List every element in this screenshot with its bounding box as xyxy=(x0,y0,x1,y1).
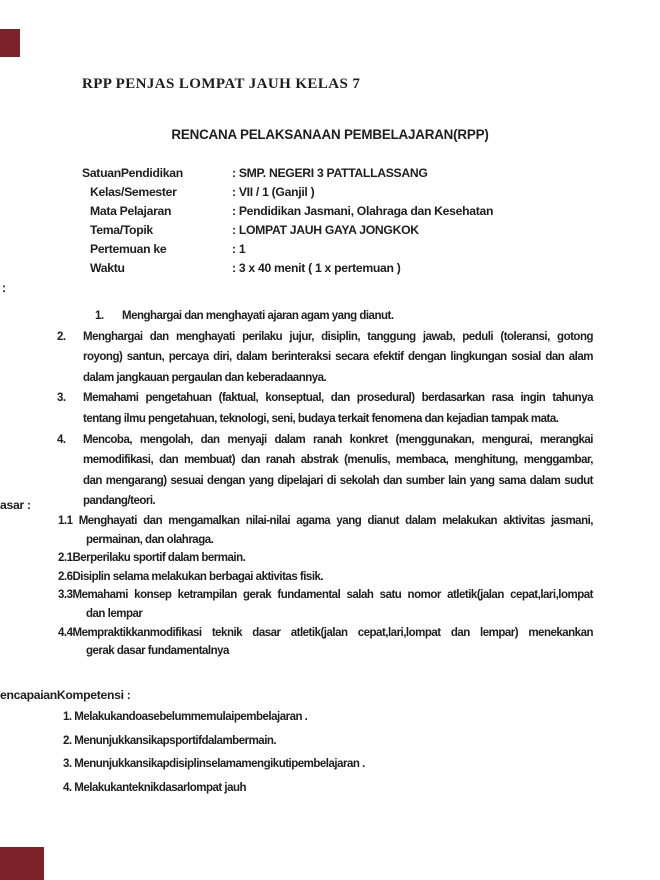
text-line: tentang ilmu pengetahuan, teknologi, seni, budaya terkait fenomena dan kejadian tampak mata. xyxy=(83,412,559,425)
list-item: 1. Melakukandoasebelummemulaipembelajaran . xyxy=(63,711,308,723)
metadata-block xyxy=(82,164,493,278)
text-line: 1.1 Menghayati dan mengamalkan nilai-nilai agama yang dianut dalam melakukan aktivitas jasmani, xyxy=(58,515,593,527)
item-text xyxy=(122,306,632,327)
list-item xyxy=(58,549,593,568)
text-line: memodifikasi, dan membuat) dan ranah abstrak (menulis, membaca, menghitung, menggambar, xyxy=(83,454,593,467)
list-item: 4. Melakukanteknikdasarlompat jauh xyxy=(63,781,247,794)
indikator-heading-fragment: encapaianKompetensi : xyxy=(0,688,131,702)
metadata-row xyxy=(82,183,493,202)
metadata-value: : Pendidikan Jasmani, Olahraga dan Kesehatan xyxy=(232,204,494,218)
text-line: royong) santun, percaya diri, dalam berinteraksi secara efektif dengan lingkungan sosial dan alam xyxy=(83,351,593,364)
kompetensi-inti-heading-fragment: : xyxy=(2,281,7,295)
list-item xyxy=(0,430,660,512)
list-item xyxy=(0,306,660,327)
text-line: 2.1Berperilaku sportif dalam bermain. xyxy=(58,552,246,565)
item-number: 4. xyxy=(57,433,66,446)
text-line: 3.3Memahami konsep ketrampilan gerak fundamental salah satu nomor atletik(jalan cepat,lari,lompat xyxy=(58,589,593,602)
item-text xyxy=(83,430,593,512)
text-line: 2.6Disiplin selama melakukan berbagai aktivitas fisik. xyxy=(58,570,324,583)
metadata-label: Waktu xyxy=(90,261,125,275)
text-line: pandang/teori. xyxy=(83,495,156,508)
list-item: 3. Menunjukkansikapdisiplinselamamengikutipembelajaran . xyxy=(63,758,365,770)
text-line: 4.4Mempraktikkanmodifikasi teknik dasar atletik(jalan cepat,lari,lompat dan lempar) menekankan xyxy=(58,626,593,639)
doc-label: RPP PENJAS LOMPAT JAUH KELAS 7 xyxy=(82,76,361,92)
metadata-label: Tema/Topik xyxy=(90,223,153,237)
list-item xyxy=(58,586,593,623)
item-number: 2. xyxy=(57,330,66,343)
text-line: Menghargai dan menghayati perilaku jujur, disiplin, tanggung jawab, peduli (toleransi, gotong xyxy=(83,330,593,343)
item-number: 1. xyxy=(95,310,104,322)
metadata-row xyxy=(82,240,493,259)
metadata-row xyxy=(82,202,493,221)
text-line: dalam jangkauan pergaulan dan keberadaannya. xyxy=(83,371,327,384)
metadata-row xyxy=(82,259,493,278)
metadata-value: : VII / 1 (Ganjil ) xyxy=(232,185,315,199)
text-line: dan lempar xyxy=(86,607,143,620)
page-title: RENCANA PELAKSANAAN PEMBELAJARAN(RPP) xyxy=(171,127,489,142)
list-item xyxy=(58,568,593,587)
list-item xyxy=(58,624,593,661)
metadata-value: : 1 xyxy=(232,242,246,256)
kompetensi-inti-list xyxy=(0,306,660,512)
item-number: 3. xyxy=(57,392,66,405)
list-item xyxy=(58,512,593,549)
metadata-label: Pertemuan ke xyxy=(90,242,167,256)
list-item: 2. Menunjukkansikapsportifdalambermain. xyxy=(63,734,277,747)
corner-mark-top xyxy=(0,29,20,57)
item-text xyxy=(83,388,593,429)
text-line: Menghargai dan menghayati ajaran agam yang dianut. xyxy=(122,310,394,322)
metadata-label: Mata Pelajaran xyxy=(90,204,172,218)
text-line: Mencoba, mengolah, dan menyaji dalam ranah konkret (menggunakan, mengurai, merangkai xyxy=(83,433,593,446)
metadata-row xyxy=(82,164,493,183)
text-line: permainan, dan olahraga. xyxy=(86,533,214,546)
corner-mark-bottom xyxy=(0,847,44,880)
list-item xyxy=(0,388,660,429)
metadata-label: SatuanPendidikan xyxy=(82,166,183,180)
metadata-value: : 3 x 40 menit ( 1 x pertemuan ) xyxy=(232,261,401,275)
kompetensi-dasar-heading-fragment: asar : xyxy=(0,498,31,512)
list-item xyxy=(0,327,660,389)
metadata-row xyxy=(82,221,493,240)
item-text xyxy=(83,327,593,389)
text-line: Memahami pengetahuan (faktual, konseptual, dan prosedural) berdasarkan rasa ingin tahunya xyxy=(83,392,593,405)
text-line: gerak dasar fundamentalnya xyxy=(86,645,229,658)
indikator-list xyxy=(63,710,365,804)
metadata-value: : LOMPAT JAUH GAYA JONGKOK xyxy=(232,223,419,237)
metadata-value: : SMP. NEGERI 3 PATTALLASSANG xyxy=(232,166,428,180)
text-line: dan mengarang) sesuai dengan yang dipelajari di sekolah dan sumber lain yang sama dalam sudut xyxy=(83,474,593,487)
kompetensi-dasar-list xyxy=(58,512,593,661)
metadata-label: Kelas/Semester xyxy=(90,185,177,199)
